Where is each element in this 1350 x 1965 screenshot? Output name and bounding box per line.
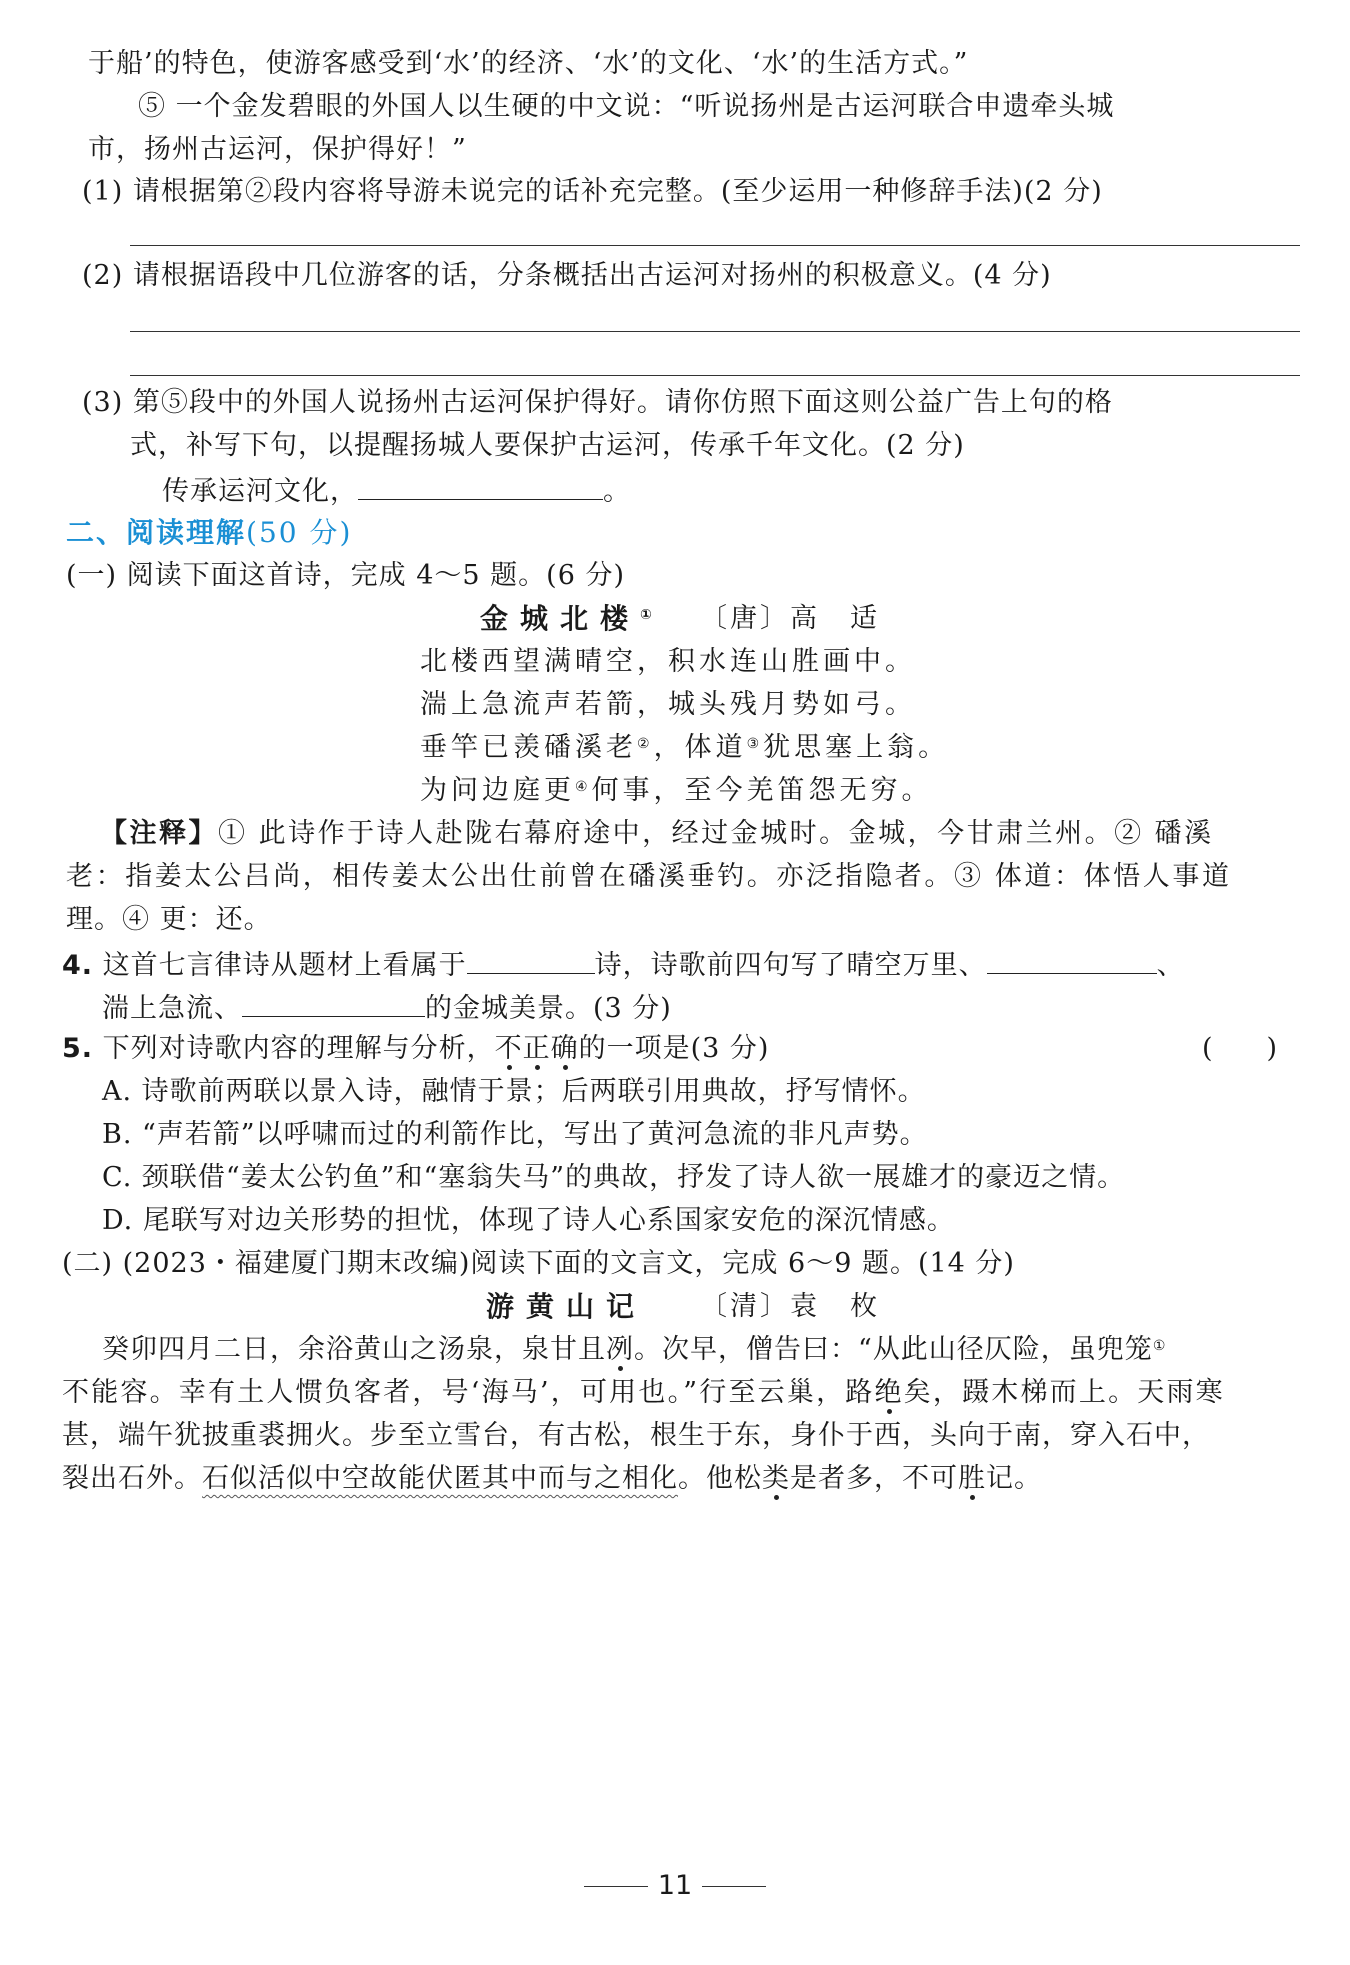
notes-line-2: 老：指姜太公吕尚，相传姜太公出仕前曾在磻溪垂钓。亦泛指隐者。③ 体道：体悟人事道 <box>66 861 1232 892</box>
emphasis-char: 正 <box>522 1033 551 1064</box>
answer-line-q1[interactable] <box>130 245 1300 246</box>
text-line: 市，扬州古运河，保护得好！” <box>88 134 467 165</box>
poem-author: 〔唐〕高 适 <box>700 603 880 634</box>
essay-line-2 <box>62 1373 1225 1413</box>
notes-line-1 <box>100 814 1214 854</box>
question-3-prompt <box>162 469 631 512</box>
emphasis-char: 胜 <box>958 1463 986 1494</box>
notes-text: ① 此诗作于诗人赴陇右幕府途中，经过金城时。金城，今甘肃兰州。② 磻溪 <box>218 818 1214 849</box>
answer-line-q2-1[interactable] <box>130 331 1300 332</box>
question-1: (1) 请根据第②段内容将导游未说完的话补充完整。(至少运用一种修辞手法)(2 分) <box>82 176 1103 207</box>
page-number <box>0 1866 1350 1906</box>
emphasis-char: 冽 <box>606 1334 634 1365</box>
question-number: 4. <box>62 950 94 981</box>
emphasis-char: 绝 <box>874 1377 904 1408</box>
poem-text: 为问边庭更 <box>420 775 575 806</box>
fill-blank-q4-3[interactable] <box>242 986 425 1017</box>
part-2-intro: (二) (2023・福建厦门期末改编)阅读下面的文言文，完成 6～9 题。(14 分) <box>62 1248 1015 1279</box>
poem-title-text: 金城北楼 <box>480 602 641 635</box>
essay-title: 游黄山记 <box>486 1290 647 1323</box>
question-3: (3) 第⑤段中的外国人说扬州古运河保护得好。请你仿照下面这则公益广告上句的格 <box>82 387 1113 418</box>
poem-text: 何事，至今羌笛怨无穷。 <box>591 775 933 806</box>
poem-line-4 <box>420 771 933 811</box>
essay-text: 。次早，僧告曰：“从此山径仄险，虽兜笼 <box>634 1334 1153 1365</box>
essay-text: 不能容。幸有土人惯负客者，号‘海马’，可用也。”行至云巢，路 <box>62 1377 875 1408</box>
fill-blank-q4-1[interactable] <box>467 943 595 974</box>
section-2-points: (50 分) <box>246 516 353 549</box>
question-3-cont: 式，补写下句，以提醒扬城人要保护古运河，传承千年文化。(2 分) <box>130 430 965 461</box>
notes-label: 【注释】 <box>100 818 218 849</box>
note-marker: ③ <box>746 736 764 752</box>
essay-text: 矣，蹑木梯而上。天雨寒 <box>903 1377 1225 1408</box>
poem-line-1: 北楼西望满晴空，积水连山胜画中。 <box>420 646 916 677</box>
question-text: 的一项是(3 分) <box>578 1033 770 1064</box>
note-marker: ② <box>637 736 654 752</box>
page-number-dash <box>702 1886 766 1887</box>
question-text: 的金城美景。(3 分) <box>425 993 672 1024</box>
option-b: B. “声若箭”以呼啸而过的利箭作比，写出了黄河急流的非凡声势。 <box>102 1119 928 1150</box>
essay-line-1 <box>102 1330 1166 1370</box>
note-marker: ① <box>640 607 664 623</box>
note-marker: ④ <box>575 779 592 795</box>
option-c: C. 颈联借“姜太公钓鱼”和“塞翁失马”的典故，抒发了诗人欲一展雄才的豪迈之情。 <box>102 1162 1126 1193</box>
question-4 <box>62 943 1185 986</box>
section-2-heading <box>66 513 352 553</box>
question-text: 这首七言律诗从题材上看属于 <box>102 950 467 981</box>
prompt-text: 传承运河文化， <box>162 476 358 507</box>
wavy-underlined-sentence: 石似活似中空故能伏匿其中而与之相化 <box>202 1463 678 1494</box>
answer-line-q2-2[interactable] <box>130 375 1300 376</box>
fill-blank-q4-2[interactable] <box>987 943 1157 974</box>
question-text: 诗，诗歌前四句写了晴空万里、 <box>594 950 987 981</box>
emphasis-char: 确 <box>550 1033 579 1064</box>
question-number: 5. <box>62 1033 94 1064</box>
essay-line-3: 甚，端午犹披重裘拥火。步至立雪台，有古松，根生于东，身仆于西，头向于南，穿入石中， <box>62 1420 1210 1451</box>
essay-author: 〔清〕袁 枚 <box>700 1291 880 1322</box>
paragraph-5-line: ⑤ 一个金发碧眼的外国人以生硬的中文说：“听说扬州是古运河联合申遗牵头城 <box>138 91 1115 122</box>
question-5 <box>62 1029 769 1069</box>
question-text: 下列对诗歌内容的理解与分析， <box>102 1033 495 1064</box>
question-4-cont <box>102 986 672 1029</box>
page-number-text: 11 <box>657 1870 693 1901</box>
poem-line-2: 湍上急流声若箭，城头残月势如弓。 <box>420 689 916 720</box>
essay-text: 癸卯四月二日，余浴黄山之汤泉，泉甘且 <box>102 1334 606 1365</box>
poem-line-3 <box>420 728 949 768</box>
option-d: D. 尾联写对边关形势的担忧，体现了诗人心系国家安危的深沉情感。 <box>102 1205 955 1236</box>
part-1-intro: (一) 阅读下面这首诗，完成 4～5 题。(6 分) <box>66 560 625 591</box>
notes-line-3: 理。④ 更：还。 <box>66 904 272 935</box>
page-number-dash <box>584 1886 648 1887</box>
poem-text: 犹思塞上翁。 <box>763 732 950 763</box>
question-text: 、 <box>1156 950 1185 981</box>
poem-text: ，体道 <box>653 732 747 763</box>
emphasis-char: 类 <box>762 1463 790 1494</box>
fill-blank-q3[interactable] <box>358 469 603 500</box>
poem-text: 垂竿已羡磻溪老 <box>420 732 637 763</box>
question-2: (2) 请根据语段中几位游客的话，分条概括出古运河对扬州的积极意义。(4 分) <box>82 260 1052 291</box>
question-text: 湍上急流、 <box>102 993 242 1024</box>
answer-bracket-q5[interactable]: ( ) <box>1202 1033 1278 1064</box>
text-line: 于船’的特色，使游客感受到‘水’的经济、‘水’的文化、‘水’的生活方式。” <box>88 48 969 79</box>
emphasis-char: 不 <box>494 1033 523 1064</box>
essay-text: 裂出石外。 <box>62 1463 202 1494</box>
essay-line-4 <box>62 1459 1042 1499</box>
essay-text: 。他松 <box>678 1463 762 1494</box>
essay-text: 是者多，不可 <box>790 1463 958 1494</box>
note-marker: ① <box>1152 1338 1167 1354</box>
essay-text: 记。 <box>986 1463 1042 1494</box>
option-a: A. 诗歌前两联以景入诗，融情于景；后两联引用典故，抒写情怀。 <box>102 1076 926 1107</box>
poem-title <box>480 599 664 639</box>
prompt-end: 。 <box>603 476 631 507</box>
section-2-title: 二、阅读理解 <box>66 516 247 549</box>
